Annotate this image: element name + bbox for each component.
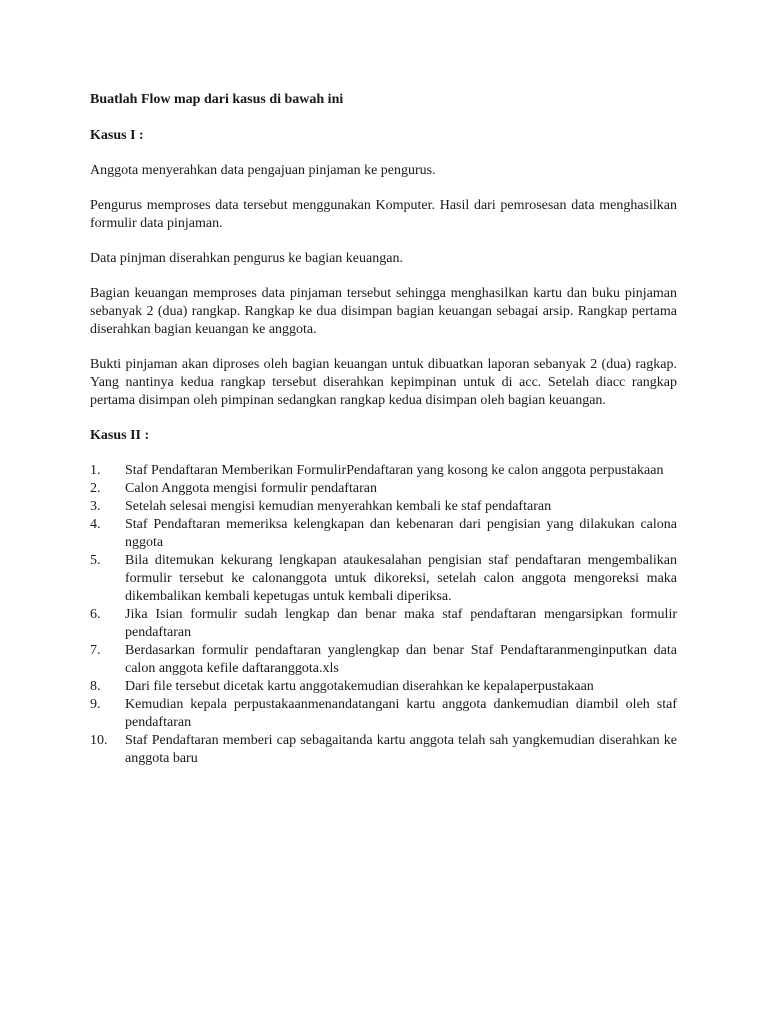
kasus1-paragraph: Pengurus memproses data tersebut menggunakan Komputer. Hasil dari pemrosesan data menghasilkan formulir data pinjaman.	[90, 198, 677, 231]
step-number: 9.	[90, 697, 101, 712]
step-text: Berdasarkan formulir pendaftaran yanglengkap dan benar Staf Pendaftaranmenginputkan data calon anggota kefile daftaranggota.xls	[125, 643, 677, 676]
kasus1-heading: Kasus I :	[90, 128, 144, 143]
kasus2-steps-list	[90, 462, 677, 768]
step-text: Jika Isian formulir sudah lengkap dan benar maka staf pendaftaran mengarsipkan formulir pendaftaran	[125, 607, 677, 640]
step-text: Kemudian kepala perpustakaanmenandatangani kartu anggota dankemudian diambil oleh staf pendaftaran	[125, 697, 677, 730]
step-text: Dari file tersebut dicetak kartu anggotakemudian diserahkan ke kepalaperpustakaan	[125, 679, 594, 694]
list-item	[90, 552, 677, 606]
step-number: 1.	[90, 463, 101, 478]
step-number: 6.	[90, 607, 101, 622]
list-item	[90, 696, 677, 732]
step-text: Staf Pendaftaran memeriksa kelengkapan dan kebenaran dari pengisian yang dilakukan calona nggota	[125, 517, 677, 550]
step-text: Bila ditemukan kekurang lengkapan ataukesalahan pengisian staf pendaftaran mengembalikan formulir tersebut ke calonanggota untuk dikoreksi, setelah calon anggota mengoreksi maka dikembalikan kembali kepetugas untuk kembali diperiksa.	[125, 553, 677, 604]
step-number: 4.	[90, 517, 101, 532]
document-title: Buatlah Flow map dari kasus di bawah ini	[90, 92, 344, 107]
list-item	[90, 606, 677, 642]
step-number: 8.	[90, 679, 101, 694]
step-number: 2.	[90, 481, 101, 496]
kasus1-paragraph: Anggota menyerahkan data pengajuan pinjaman ke pengurus.	[90, 163, 436, 178]
step-number: 7.	[90, 643, 101, 658]
list-item	[90, 516, 677, 552]
kasus1-paragraph: Bagian keuangan memproses data pinjaman tersebut sehingga menghasilkan kartu dan buku pinjaman sebanyak 2 (dua) rangkap. Rangkap ke dua disimpan bagian keuangan sebagai arsip. Rangkap pertama diserahkan bagian keuangan ke anggota.	[90, 286, 677, 337]
list-item	[90, 732, 677, 768]
step-number: 3.	[90, 499, 101, 514]
kasus1-paragraph: Bukti pinjaman akan diproses oleh bagian keuangan untuk dibuatkan laporan sebanyak 2 (dua) ragkap. Yang nantinya kedua rangkap tersebut diserahkan kepimpinan untuk di acc. Setelah diacc rangkap pertama disimpan oleh pimpinan sedangkan rangkap kedua disimpan oleh bagian keuangan.	[90, 357, 677, 408]
document-page	[90, 91, 677, 768]
list-item	[90, 678, 677, 696]
step-text: Staf Pendaftaran memberi cap sebagaitanda kartu anggota telah sah yangkemudian diserahkan ke anggota baru	[125, 733, 677, 766]
list-item	[90, 480, 677, 498]
kasus1-paragraph: Data pinjman diserahkan pengurus ke bagian keuangan.	[90, 251, 403, 266]
step-text: Staf Pendaftaran Memberikan FormulirPendaftaran yang kosong ke calon anggota perpustakaan	[125, 463, 664, 478]
step-text: Setelah selesai mengisi kemudian menyerahkan kembali ke staf pendaftaran	[125, 499, 552, 514]
kasus2-heading: Kasus II :	[90, 428, 150, 443]
step-text: Calon Anggota mengisi formulir pendaftaran	[125, 481, 377, 496]
list-item	[90, 498, 677, 516]
list-item	[90, 642, 677, 678]
step-number: 5.	[90, 553, 101, 568]
step-number: 10.	[90, 733, 108, 748]
list-item	[90, 462, 677, 480]
